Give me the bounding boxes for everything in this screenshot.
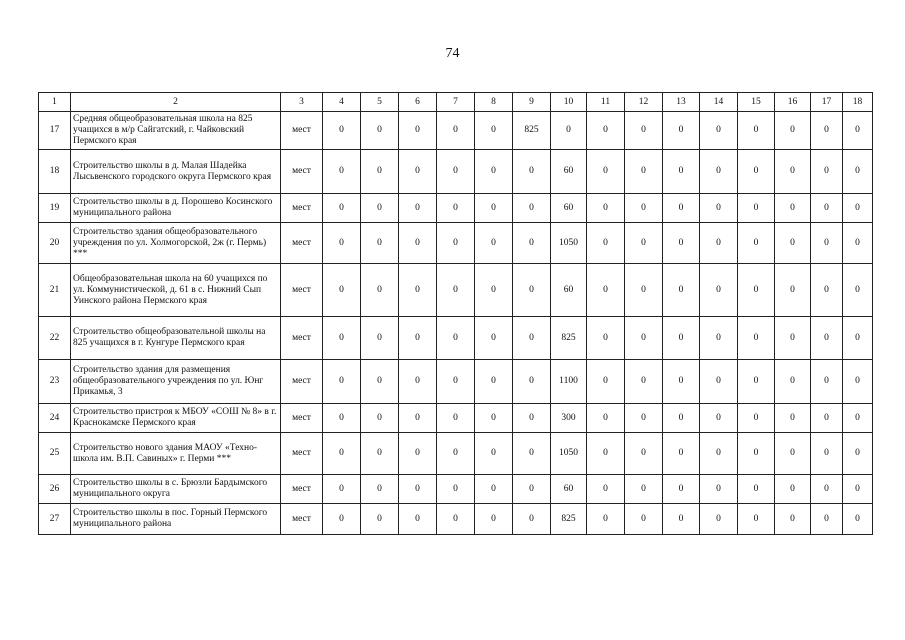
value-cell: 0: [399, 223, 437, 264]
value-cell: 825: [513, 112, 551, 150]
value-cell: 0: [399, 475, 437, 504]
row-number-cell: 24: [39, 404, 71, 433]
value-cell: 0: [361, 433, 399, 475]
value-cell: 0: [663, 360, 700, 404]
value-cell: 0: [663, 504, 700, 535]
object-name-cell: Строительство нового здания МАОУ «Техно-школа им. В.П. Савиных» г. Перми ***: [71, 433, 281, 475]
value-cell: 0: [587, 150, 625, 194]
value-cell: 0: [700, 433, 738, 475]
value-cell: 0: [700, 194, 738, 223]
value-cell: 0: [663, 223, 700, 264]
value-cell: 0: [738, 194, 775, 223]
value-cell: 0: [437, 264, 475, 317]
value-cell: 0: [587, 223, 625, 264]
header-cell: 9: [513, 93, 551, 112]
value-cell: 0: [663, 475, 700, 504]
value-cell: 0: [775, 194, 811, 223]
value-cell: 0: [513, 317, 551, 360]
value-cell: 0: [843, 223, 873, 264]
value-cell: 0: [587, 360, 625, 404]
value-cell: 0: [399, 264, 437, 317]
value-cell: 0: [323, 433, 361, 475]
value-cell: 0: [700, 404, 738, 433]
header-cell: 15: [738, 93, 775, 112]
header-cell: 4: [323, 93, 361, 112]
value-cell: 1100: [551, 360, 587, 404]
header-cell: 10: [551, 93, 587, 112]
value-cell: 0: [738, 360, 775, 404]
value-cell: 0: [775, 223, 811, 264]
header-cell: 7: [437, 93, 475, 112]
value-cell: 0: [587, 504, 625, 535]
unit-cell: мест: [281, 112, 323, 150]
value-cell: 0: [738, 150, 775, 194]
value-cell: 0: [513, 433, 551, 475]
value-cell: 0: [811, 194, 843, 223]
table-row: [39, 150, 873, 194]
value-cell: 0: [361, 112, 399, 150]
unit-cell: мест: [281, 264, 323, 317]
value-cell: 0: [587, 404, 625, 433]
header-cell: 16: [775, 93, 811, 112]
value-cell: 0: [475, 317, 513, 360]
value-cell: 0: [775, 317, 811, 360]
value-cell: 0: [361, 150, 399, 194]
value-cell: 0: [361, 475, 399, 504]
value-cell: 0: [738, 112, 775, 150]
unit-cell: мест: [281, 404, 323, 433]
value-cell: 0: [700, 264, 738, 317]
value-cell: 0: [811, 150, 843, 194]
header-cell: 13: [663, 93, 700, 112]
unit-cell: мест: [281, 475, 323, 504]
object-name-cell: Строительство школы в с. Брюзли Бардымского муниципального округа: [71, 475, 281, 504]
value-cell: 0: [437, 433, 475, 475]
header-cell: 2: [71, 93, 281, 112]
value-cell: 0: [775, 150, 811, 194]
value-cell: 0: [513, 194, 551, 223]
unit-cell: мест: [281, 360, 323, 404]
value-cell: 0: [475, 223, 513, 264]
value-cell: 0: [625, 150, 663, 194]
value-cell: 825: [551, 504, 587, 535]
value-cell: 0: [625, 317, 663, 360]
value-cell: 0: [399, 194, 437, 223]
value-cell: 0: [437, 475, 475, 504]
value-cell: 0: [663, 433, 700, 475]
value-cell: 0: [587, 112, 625, 150]
table-row: [39, 317, 873, 360]
row-number-cell: 21: [39, 264, 71, 317]
value-cell: 0: [437, 112, 475, 150]
object-name-cell: Строительство общеобразовательной школы на 825 учащихся в г. Кунгуре Пермского края: [71, 317, 281, 360]
value-cell: 0: [843, 317, 873, 360]
value-cell: 0: [587, 317, 625, 360]
value-cell: 0: [775, 404, 811, 433]
header-cell: 11: [587, 93, 625, 112]
value-cell: 0: [323, 150, 361, 194]
value-cell: 0: [323, 404, 361, 433]
value-cell: 0: [625, 360, 663, 404]
value-cell: 0: [399, 360, 437, 404]
header-cell: 17: [811, 93, 843, 112]
value-cell: 0: [399, 112, 437, 150]
value-cell: 0: [475, 194, 513, 223]
object-name-cell: Строительство здания для размещения общеобразовательного учреждения по ул. Юнг Прикамья, 3: [71, 360, 281, 404]
object-name-cell: Строительство школы в пос. Горный Пермского муниципального района: [71, 504, 281, 535]
value-cell: 0: [663, 404, 700, 433]
header-cell: 3: [281, 93, 323, 112]
value-cell: 0: [700, 150, 738, 194]
value-cell: 0: [700, 223, 738, 264]
value-cell: 0: [475, 264, 513, 317]
value-cell: 0: [625, 504, 663, 535]
value-cell: 0: [738, 223, 775, 264]
value-cell: 0: [738, 433, 775, 475]
value-cell: 0: [775, 264, 811, 317]
value-cell: 60: [551, 475, 587, 504]
value-cell: 0: [663, 112, 700, 150]
value-cell: 0: [475, 112, 513, 150]
unit-cell: мест: [281, 194, 323, 223]
value-cell: 0: [811, 112, 843, 150]
value-cell: 0: [323, 504, 361, 535]
value-cell: 0: [625, 223, 663, 264]
value-cell: 0: [361, 317, 399, 360]
value-cell: 825: [551, 317, 587, 360]
row-number-cell: 20: [39, 223, 71, 264]
value-cell: 0: [323, 360, 361, 404]
value-cell: 0: [775, 475, 811, 504]
value-cell: 0: [587, 194, 625, 223]
table-row: [39, 475, 873, 504]
value-cell: 0: [700, 504, 738, 535]
row-number-cell: 27: [39, 504, 71, 535]
value-cell: 0: [437, 150, 475, 194]
value-cell: 0: [587, 264, 625, 317]
header-cell: 14: [700, 93, 738, 112]
value-cell: 0: [663, 194, 700, 223]
value-cell: 0: [323, 223, 361, 264]
value-cell: 0: [738, 475, 775, 504]
row-number-cell: 25: [39, 433, 71, 475]
value-cell: 60: [551, 150, 587, 194]
value-cell: 60: [551, 194, 587, 223]
value-cell: 300: [551, 404, 587, 433]
value-cell: 0: [399, 317, 437, 360]
unit-cell: мест: [281, 317, 323, 360]
page-number: 74: [445, 46, 460, 61]
value-cell: 0: [323, 264, 361, 317]
row-number-cell: 23: [39, 360, 71, 404]
value-cell: 0: [513, 360, 551, 404]
value-cell: 0: [843, 194, 873, 223]
value-cell: 0: [551, 112, 587, 150]
header-cell: 8: [475, 93, 513, 112]
value-cell: 0: [738, 404, 775, 433]
header-cell: 18: [843, 93, 873, 112]
value-cell: 0: [361, 264, 399, 317]
value-cell: 0: [323, 317, 361, 360]
object-name-cell: Строительство школы в д. Порошево Косинского муниципального района: [71, 194, 281, 223]
value-cell: 0: [625, 433, 663, 475]
table-row: [39, 360, 873, 404]
value-cell: 0: [843, 150, 873, 194]
row-number-cell: 19: [39, 194, 71, 223]
table-row: [39, 504, 873, 535]
value-cell: 0: [625, 112, 663, 150]
value-cell: 0: [587, 475, 625, 504]
object-name-cell: Средняя общеобразовательная школа на 825 учащихся в м/р Сайгатский, г. Чайковский Пермского края: [71, 112, 281, 150]
table-row: [39, 112, 873, 150]
value-cell: 0: [513, 150, 551, 194]
value-cell: 0: [437, 504, 475, 535]
value-cell: 0: [625, 264, 663, 317]
value-cell: 0: [323, 194, 361, 223]
value-cell: 0: [663, 264, 700, 317]
value-cell: 0: [843, 475, 873, 504]
unit-cell: мест: [281, 150, 323, 194]
value-cell: 0: [738, 504, 775, 535]
value-cell: 0: [437, 317, 475, 360]
value-cell: 0: [843, 404, 873, 433]
value-cell: 0: [475, 404, 513, 433]
value-cell: 0: [775, 112, 811, 150]
object-name-cell: Общеобразовательная школа на 60 учащихся по ул. Коммунистической, д. 61 в с. Нижний Сып Уинского района Пермского края: [71, 264, 281, 317]
table-row: [39, 404, 873, 433]
value-cell: 0: [625, 404, 663, 433]
table-row: [39, 433, 873, 475]
value-cell: 0: [513, 475, 551, 504]
value-cell: 0: [437, 404, 475, 433]
value-cell: 0: [775, 360, 811, 404]
value-cell: 0: [625, 475, 663, 504]
header-row: [39, 93, 873, 112]
row-number-cell: 18: [39, 150, 71, 194]
value-cell: 0: [437, 194, 475, 223]
value-cell: 0: [361, 223, 399, 264]
value-cell: 0: [843, 433, 873, 475]
value-cell: 0: [700, 317, 738, 360]
header-cell: 5: [361, 93, 399, 112]
table-row: [39, 223, 873, 264]
value-cell: 0: [811, 317, 843, 360]
row-number-cell: 22: [39, 317, 71, 360]
value-cell: 1050: [551, 433, 587, 475]
value-cell: 60: [551, 264, 587, 317]
value-cell: 0: [700, 475, 738, 504]
table-row: [39, 194, 873, 223]
value-cell: 0: [811, 223, 843, 264]
value-cell: 0: [323, 475, 361, 504]
value-cell: 0: [361, 504, 399, 535]
value-cell: 0: [437, 223, 475, 264]
unit-cell: мест: [281, 504, 323, 535]
value-cell: 0: [811, 475, 843, 504]
value-cell: 0: [843, 264, 873, 317]
value-cell: 1050: [551, 223, 587, 264]
value-cell: 0: [738, 264, 775, 317]
value-cell: 0: [625, 194, 663, 223]
unit-cell: мест: [281, 223, 323, 264]
value-cell: 0: [399, 433, 437, 475]
value-cell: 0: [811, 360, 843, 404]
value-cell: 0: [700, 360, 738, 404]
value-cell: 0: [475, 475, 513, 504]
object-name-cell: Строительство пристроя к МБОУ «СОШ № 8» в г. Краснокамске Пермского края: [71, 404, 281, 433]
value-cell: 0: [399, 504, 437, 535]
value-cell: 0: [513, 404, 551, 433]
data-table: [38, 92, 873, 535]
value-cell: 0: [361, 404, 399, 433]
value-cell: 0: [323, 112, 361, 150]
value-cell: 0: [811, 433, 843, 475]
value-cell: 0: [811, 264, 843, 317]
value-cell: 0: [843, 112, 873, 150]
value-cell: 0: [399, 404, 437, 433]
header-cell: 6: [399, 93, 437, 112]
value-cell: 0: [361, 360, 399, 404]
value-cell: 0: [663, 317, 700, 360]
object-name-cell: Строительство здания общеобразовательного учреждения по ул. Холмогорской, 2ж (г. Пермь) ***: [71, 223, 281, 264]
value-cell: 0: [587, 433, 625, 475]
value-cell: 0: [513, 504, 551, 535]
value-cell: 0: [843, 504, 873, 535]
value-cell: 0: [513, 264, 551, 317]
unit-cell: мест: [281, 433, 323, 475]
value-cell: 0: [475, 433, 513, 475]
value-cell: 0: [775, 433, 811, 475]
row-number-cell: 17: [39, 112, 71, 150]
value-cell: 0: [700, 112, 738, 150]
value-cell: 0: [843, 360, 873, 404]
value-cell: 0: [513, 223, 551, 264]
value-cell: 0: [475, 504, 513, 535]
header-cell: 1: [39, 93, 71, 112]
value-cell: 0: [361, 194, 399, 223]
table-row: [39, 264, 873, 317]
value-cell: 0: [437, 360, 475, 404]
header-cell: 12: [625, 93, 663, 112]
value-cell: 0: [811, 504, 843, 535]
object-name-cell: Строительство школы в д. Малая Шадейка Лысьвенского городского округа Пермского края: [71, 150, 281, 194]
value-cell: 0: [399, 150, 437, 194]
value-cell: 0: [775, 504, 811, 535]
value-cell: 0: [663, 150, 700, 194]
value-cell: 0: [475, 150, 513, 194]
row-number-cell: 26: [39, 475, 71, 504]
value-cell: 0: [738, 317, 775, 360]
value-cell: 0: [811, 404, 843, 433]
value-cell: 0: [475, 360, 513, 404]
